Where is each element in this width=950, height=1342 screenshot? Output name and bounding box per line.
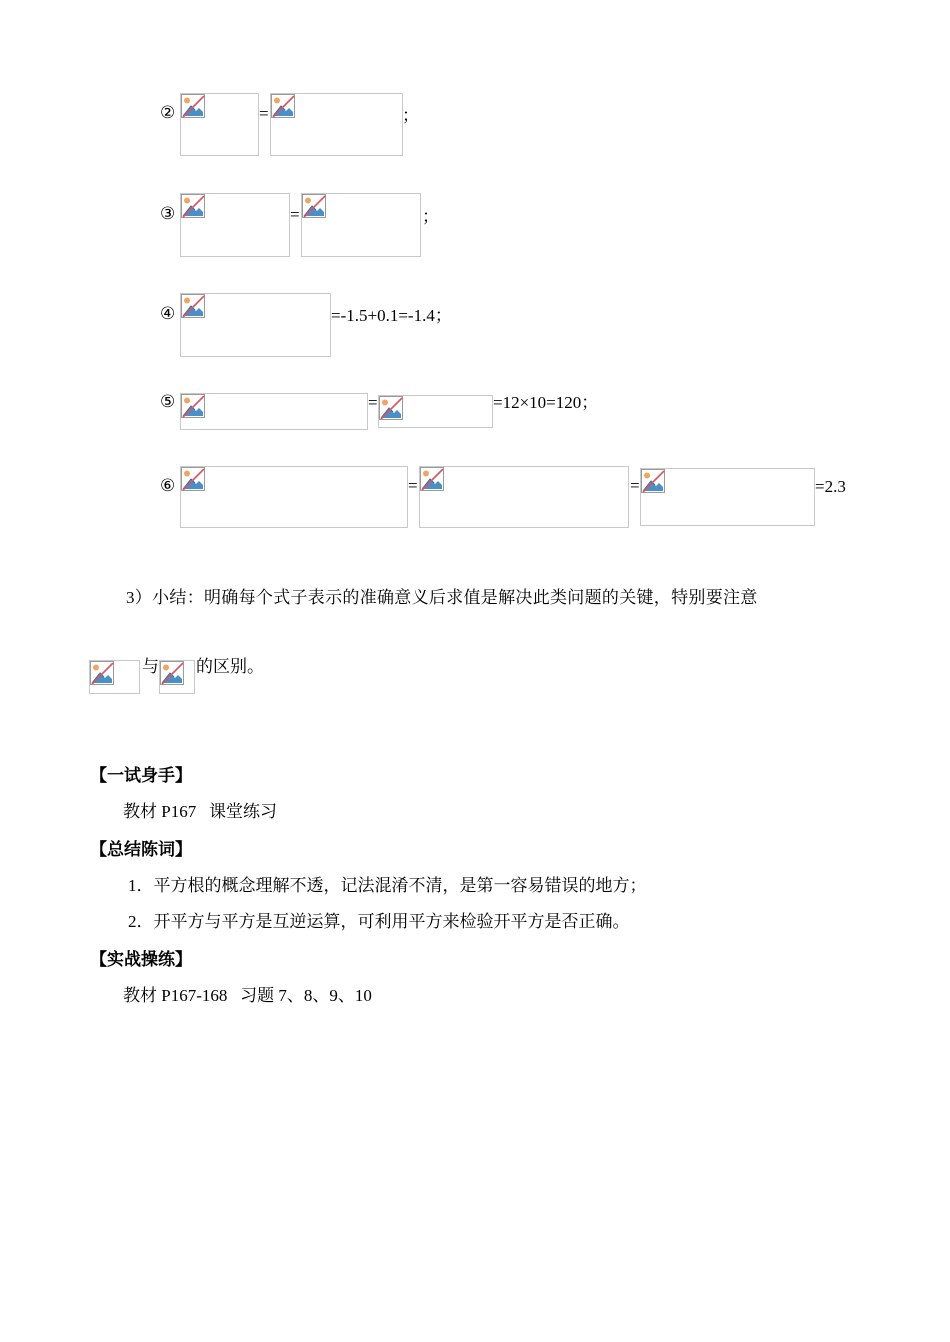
broken-image-icon bbox=[181, 294, 205, 318]
equation-2-equals: = bbox=[259, 104, 269, 123]
broken-image-icon bbox=[420, 467, 444, 491]
equation-3-image-right bbox=[301, 193, 421, 257]
summary-image-right bbox=[159, 660, 195, 694]
broken-image-icon bbox=[181, 394, 205, 418]
broken-image-icon bbox=[160, 661, 184, 685]
equation-6-tail: =2.3 bbox=[815, 477, 846, 496]
equation-6-equals-2: = bbox=[630, 476, 640, 495]
broken-image-icon bbox=[181, 94, 205, 118]
broken-image-icon bbox=[271, 94, 295, 118]
equation-6-image-3 bbox=[640, 468, 815, 526]
section-conclusion-heading: 【总结陈词】 bbox=[90, 840, 192, 860]
equation-4-marker: ④ bbox=[160, 304, 176, 323]
section-try-text: 教材 P167 课堂练习 bbox=[123, 802, 277, 821]
broken-image-icon bbox=[181, 467, 205, 491]
equation-3-marker: ③ bbox=[160, 204, 176, 223]
section-practice-text: 教材 P167-168 习题 7、8、9、10 bbox=[123, 986, 372, 1005]
equation-5-tail: =12×10=120； bbox=[493, 393, 599, 412]
section-practice-heading: 【实战操练】 bbox=[90, 950, 192, 970]
equation-3-image-left bbox=[180, 193, 290, 257]
equation-3-tail: ； bbox=[422, 207, 439, 226]
equation-4-image bbox=[180, 293, 331, 357]
equation-4-tail: =-1.5+0.1=-1.4； bbox=[331, 306, 452, 325]
equation-2-tail: ； bbox=[402, 106, 419, 125]
broken-image-icon bbox=[90, 661, 114, 685]
broken-image-icon bbox=[641, 469, 665, 493]
equation-3-equals: = bbox=[290, 205, 300, 224]
equation-2-image-right bbox=[270, 93, 403, 156]
equation-5-equals: = bbox=[368, 393, 378, 412]
summary-image-left bbox=[89, 660, 140, 694]
broken-image-icon bbox=[302, 194, 326, 218]
summary-connector: 与 bbox=[142, 657, 159, 676]
equation-5-marker: ⑤ bbox=[160, 392, 176, 411]
broken-image-icon bbox=[181, 194, 205, 218]
section-try-heading: 【一试身手】 bbox=[90, 766, 192, 786]
summary-tail: 的区别。 bbox=[196, 657, 264, 676]
equation-6-image-1 bbox=[180, 466, 408, 528]
equation-5-image-left bbox=[180, 393, 368, 430]
equation-6-marker: ⑥ bbox=[160, 476, 176, 495]
conclusion-item-1: 1．平方根的概念理解不透，记法混淆不清，是第一容易错误的地方； bbox=[128, 876, 647, 895]
conclusion-item-2: 2．开平方与平方是互逆运算，可利用平方来检验开平方是否正确。 bbox=[128, 912, 630, 931]
equation-2-image-left bbox=[180, 93, 259, 156]
equation-2-marker: ② bbox=[160, 103, 176, 122]
broken-image-icon bbox=[379, 396, 403, 420]
equation-6-equals-1: = bbox=[408, 476, 418, 495]
summary-line: 3）小结：明确每个式子表示的准确意义后求值是解决此类问题的关键，特别要注意 bbox=[126, 588, 758, 607]
equation-6-image-2 bbox=[419, 466, 629, 528]
equation-5-image-right bbox=[378, 395, 493, 428]
